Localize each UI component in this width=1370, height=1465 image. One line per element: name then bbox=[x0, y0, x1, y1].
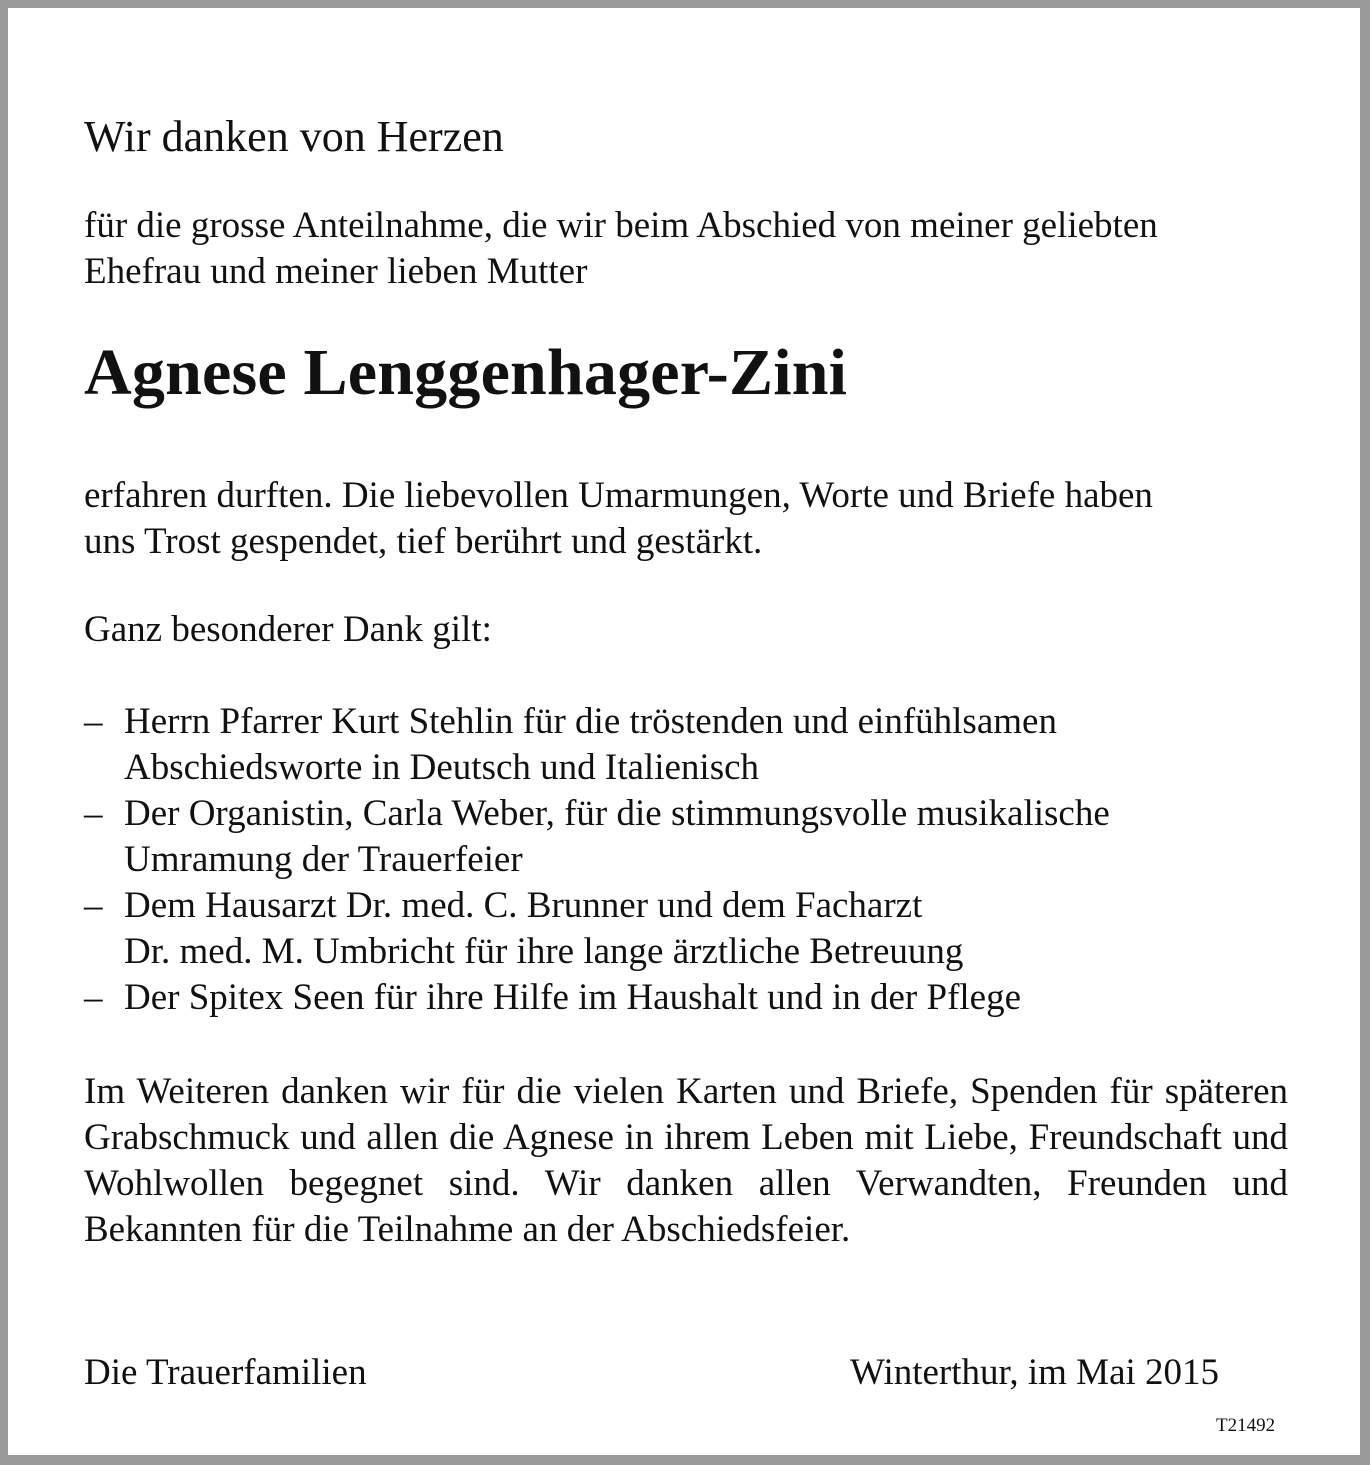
signature: Die Trauerfamilien bbox=[84, 1352, 367, 1393]
list-item-line-1: Herrn Pfarrer Kurt Stehlin für die tröstenden und einfühlsamen bbox=[124, 701, 1057, 742]
dash-bullet: – bbox=[84, 701, 103, 742]
list-item-line-2: Dr. med. M. Umbricht für ihre lange ärztliche Betreuung bbox=[124, 931, 964, 972]
notice-content bbox=[84, 108, 1288, 1253]
gratitude-paragraph bbox=[84, 473, 1288, 565]
place-date: Winterthur, im Mai 2015 bbox=[850, 1352, 1220, 1393]
list-item-line-2: Abschiedsworte in Deutsch und Italienisch bbox=[124, 747, 760, 788]
intro-line-1: für die grosse Anteilnahme, die wir beim Abschied von meiner geliebten bbox=[84, 205, 1158, 246]
list-item-line-1: Der Spitex Seen für ihre Hilfe im Haushalt und in der Pflege bbox=[124, 977, 1022, 1018]
intro-paragraph bbox=[84, 203, 1288, 295]
special-thanks-heading: Ganz besonderer Dank gilt: bbox=[84, 609, 492, 650]
thanks-list bbox=[84, 699, 1288, 1021]
gratitude-line-2: uns Trost gespendet, tief berührt und gestärkt. bbox=[84, 521, 763, 562]
list-item-line-1: Dem Hausarzt Dr. med. C. Brunner und dem Facharzt bbox=[124, 885, 923, 926]
heading: Wir danken von Herzen bbox=[84, 112, 504, 161]
list-item bbox=[84, 791, 1288, 883]
list-item-line-2: Umramung der Trauerfeier bbox=[124, 839, 523, 880]
list-item bbox=[84, 975, 1288, 1021]
intro-line-2: Ehefrau und meiner lieben Mutter bbox=[84, 251, 588, 292]
dash-bullet: – bbox=[84, 793, 103, 834]
list-item bbox=[84, 883, 1288, 975]
list-item bbox=[84, 699, 1288, 791]
gratitude-line-1: erfahren durften. Die liebevollen Umarmungen, Worte und Briefe haben bbox=[84, 475, 1153, 516]
ad-code: T21492 bbox=[1216, 1415, 1276, 1436]
dash-bullet: – bbox=[84, 885, 103, 926]
deceased-name: Agnese Lenggenhager-Zini bbox=[84, 336, 848, 409]
closing-paragraph: Im Weiteren danken wir für die vielen Karten und Briefe, Spenden für späteren Grabschmuck und allen die Agnese in ihrem Leben mit Liebe, Freundschaft und Wohlwollen begegnet sind. Wir danken allen Verwandten, Freunden und Bekannten für die Teilnahme an der Abschiedsfeier. bbox=[84, 1071, 1288, 1250]
dash-bullet: – bbox=[84, 977, 103, 1018]
list-item-line-1: Der Organistin, Carla Weber, für die stimmungsvolle musikalische bbox=[124, 793, 1110, 834]
